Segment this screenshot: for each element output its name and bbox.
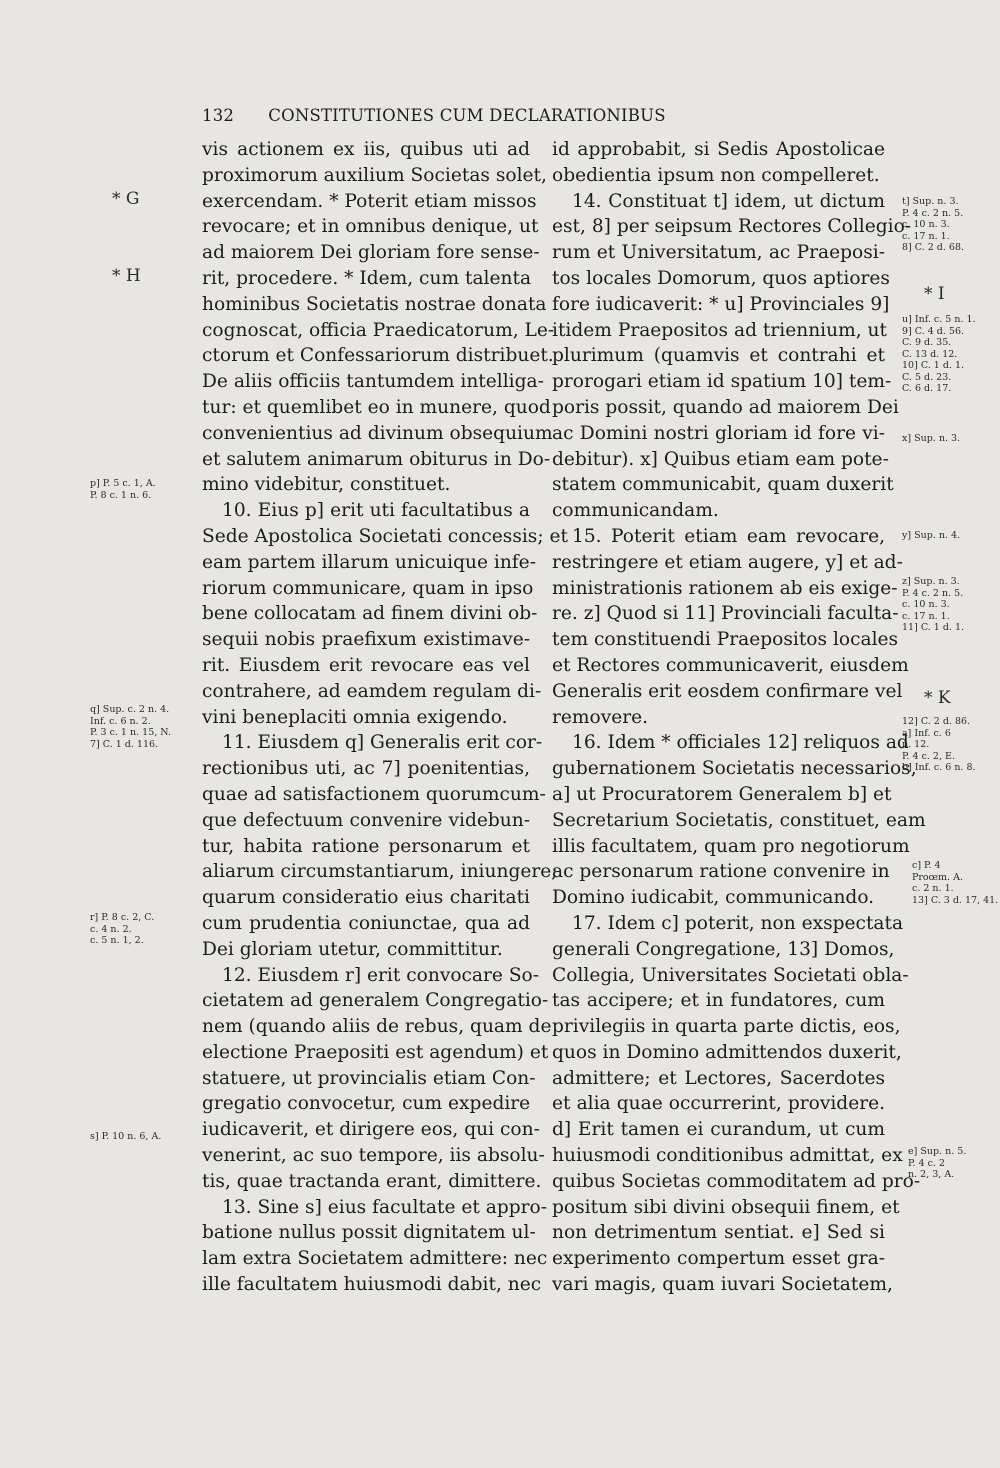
text-line: hominibus Societatis nostrae donata (202, 293, 547, 315)
margin-note-t (902, 196, 964, 254)
text-line: Secretarium Societatis, constituet, eam (552, 809, 926, 831)
margin-note-line: b] Inf. c. 6 n. 8. (902, 762, 976, 773)
margin-note-q (90, 704, 171, 750)
margin-note-line: C. 6 d. 17. (902, 383, 952, 394)
text-line: gubernationem Societatis necessarios, (552, 758, 917, 780)
text-line: aliarum circumstantiarum, iniungere; (202, 861, 558, 883)
margin-note-line: c. 4 n. 2. (90, 923, 132, 935)
margin-note-line: P. 4 c. 2 n. 5. (902, 587, 964, 599)
text-line: Collegia, Universitates Societati obla- (552, 964, 909, 986)
text-line: et alia quae occurrerint, providere. (552, 1093, 885, 1115)
text-line: cognoscat, officia Praedicatorum, Le- (202, 319, 555, 341)
margin-note-line: c. 17 n. 1. (902, 230, 950, 242)
text-line: batione nullus possit dignitatem ul- (202, 1222, 536, 1244)
margin-note-line: 9] C. 4 d. 56. (902, 325, 965, 337)
margin-note-line: c] P. 4 (912, 860, 941, 871)
text-line: quos in Domino admittendos duxerit, (552, 1041, 902, 1063)
text-line: statem communicabit, quam duxerit (552, 474, 894, 496)
text-line: lam extra Societatem admittere: nec (202, 1248, 548, 1270)
text-line: venerint, ac suo tempore, iis absolu- (202, 1145, 545, 1167)
text-line: bene collocatam ad finem divini ob- (202, 603, 538, 625)
text-line: removere. (552, 706, 649, 728)
text-line: De aliis officiis tantumdem intelliga- (202, 371, 544, 393)
text-line: revocare; et in omnibus denique, ut (202, 216, 539, 238)
text-line: ac personarum ratione convenire in (552, 861, 890, 883)
margin-note-line: y] Sup. n. 4. (902, 530, 961, 541)
margin-mark-k: * K (924, 688, 951, 708)
text-line: debitur). x] Quibus etiam eam pote- (552, 448, 889, 470)
margin-note-line: 8] C. 2 d. 68. (902, 242, 965, 253)
margin-note-s (90, 1131, 161, 1143)
text-line: rit. Eiusdem erit revocare eas vel (202, 654, 530, 676)
margin-note-line: c. 10 n. 3. (902, 219, 950, 230)
text-line: tis, quae tractanda erant, dimittere. (202, 1170, 542, 1192)
text-line: exercendam. * Poterit etiam missos (202, 190, 537, 212)
text-line: gregatio convocetur, cum expedire (202, 1093, 531, 1115)
margin-note-line: Inf. c. 6 n. 2. (90, 715, 151, 727)
text-line: itidem Praepositos ad triennium, ut (552, 319, 887, 341)
margin-note-line: c. 2 n. 1. (912, 883, 954, 894)
margin-note-line: c. 5 n. 1, 2. (90, 935, 144, 946)
text-line: 17. Idem c] poterit, non exspectata (572, 912, 904, 934)
text-line: fore iudicaverit: * u] Provinciales 9] (552, 293, 890, 315)
text-line: contrahere, ad eamdem regulam di- (202, 680, 542, 702)
text-line: tas accipere; et in fundatores, cum (552, 990, 885, 1012)
margin-note-c (912, 860, 998, 906)
margin-note-line: C. 5 d. 23. (902, 371, 952, 383)
margin-note-line: n. 2, 3, A. (908, 1169, 955, 1180)
text-line: 14. Constituat t] idem, ut dictum (572, 190, 885, 212)
text-line: Sede Apostolica Societati concessis; et (202, 525, 569, 547)
text-line: convenientius ad divinum obsequium (202, 422, 553, 444)
margin-note-line: x] Sup. n. 3. (902, 433, 961, 444)
text-line: est, 8] per seipsum Rectores Collegio- (552, 216, 912, 238)
margin-note-line: n. 12. (902, 739, 930, 750)
margin-note-line: e] Sup. n. 5. (908, 1146, 967, 1157)
text-line: quarum consideratio eius charitati (202, 887, 530, 909)
text-line: 11. Eiusdem q] Generalis erit cor- (222, 732, 543, 754)
page-number: 132 (202, 106, 235, 125)
text-line: et Rectores communicaverit, eiusdem (552, 654, 909, 676)
text-line: obedientia ipsum non compelleret. (552, 164, 880, 186)
text-line: experimento compertum esset gra- (552, 1248, 885, 1270)
text-line: huiusmodi conditionibus admittat, ex (552, 1145, 903, 1167)
margin-note-line: C. 13 d. 12. (902, 348, 958, 360)
running-title: CONSTITUTIONES CUM DECLARATIONIBUS (268, 106, 666, 125)
margin-note-line: P. 3 c. 1 n. 15, N. (90, 727, 172, 738)
margin-note-y (902, 530, 960, 542)
text-line: mino videbitur, constituet. (202, 474, 451, 496)
margin-note-u (902, 314, 976, 395)
text-line: 16. Idem * officiales 12] reliquos ad (572, 732, 909, 754)
text-line: tur: et quemlibet eo in munere, quod (202, 396, 551, 418)
margin-note-line: c. 10 n. 3. (902, 599, 950, 610)
margin-note-line: 12] C. 2 d. 86. (902, 716, 971, 727)
text-line: vini beneplaciti omnia exigendo. (202, 706, 508, 728)
text-line: vari magis, quam iuvari Societatem, (552, 1274, 893, 1296)
text-line: quae ad satisfactionem quorumcum- (202, 783, 546, 805)
text-line: cum prudentia coniunctae, qua ad (202, 912, 530, 934)
text-line: rum et Universitatum, ac Praeposi- (552, 242, 885, 264)
margin-note-z (902, 576, 964, 634)
text-line: electione Praepositi est agendum) et (202, 1041, 549, 1063)
text-line: non detrimentum sentiat. e] Sed si (552, 1222, 885, 1244)
margin-note-e (908, 1146, 966, 1181)
text-line: d] Erit tamen ei curandum, ut cum (552, 1119, 885, 1141)
text-line: vis actionem ex iis, quibus uti ad (202, 139, 530, 160)
margin-note-p (90, 478, 156, 501)
margin-note-line: P. 4 c. 2, E. (902, 750, 955, 762)
margin-note-line: a] Inf. c. 6 (902, 727, 951, 739)
margin-note-r (90, 912, 154, 947)
text-line: re. z] Quod si 11] Provinciali faculta- (552, 603, 899, 625)
running-header (202, 106, 732, 132)
text-line: Dei gloriam utetur, committitur. (202, 938, 503, 960)
margin-note-line: P. 4 c. 2 (908, 1157, 945, 1169)
text-line: 13. Sine s] eius facultate et appro- (222, 1196, 548, 1218)
left-text-column (202, 137, 569, 1298)
text-line: statuere, ut provincialis etiam Con- (202, 1067, 536, 1089)
text-line: 15. Poterit etiam eam revocare, (572, 525, 885, 547)
margin-note-line: q] Sup. c. 2 n. 4. (90, 704, 170, 715)
margin-mark-g: * G (112, 189, 140, 209)
text-line: privilegiis in quarta parte dictis, eos, (552, 1016, 901, 1038)
margin-note-line: c. 17 n. 1. (902, 610, 950, 622)
text-line: rectionibus uti, ac 7] poenitentias, (202, 758, 530, 780)
text-line: ministrationis rationem ab eis exige- (552, 577, 898, 599)
margin-note-line: 11] C. 1 d. 1. (902, 622, 965, 633)
text-line: ad maiorem Dei gloriam fore sense- (202, 242, 540, 264)
text-line: plurimum (quamvis et contrahi et (552, 345, 885, 367)
margin-note-line: Proœm. A. (912, 871, 963, 883)
text-line: generali Congregatione, 13] Domos, (552, 938, 895, 960)
text-line: tos locales Domorum, quos aptiores (552, 267, 890, 289)
text-line: 10. Eius p] erit uti facultatibus a (222, 500, 530, 522)
margin-note-line: r] P. 8 c. 2, C. (90, 912, 155, 923)
margin-mark-h: * H (112, 266, 141, 286)
text-line: restringere et etiam augere, y] et ad- (552, 551, 903, 573)
margin-note-line: z] Sup. n. 3. (902, 576, 960, 587)
margin-note-line: P. 8 c. 1 n. 6. (90, 489, 152, 501)
text-line: poris possit, quando ad maiorem Dei (552, 396, 899, 418)
text-line: proximorum auxilium Societas solet, (202, 164, 547, 186)
text-line: a] ut Procuratorem Generalem b] et (552, 783, 892, 805)
text-line: ctorum et Confessariorum distribuet. (202, 345, 554, 367)
margin-note-line: p] P. 5 c. 1, A. (90, 478, 156, 489)
text-line: quibus Societas commoditatem ad pro- (552, 1170, 921, 1192)
margin-note-line: s] P. 10 n. 6, A. (90, 1131, 162, 1142)
margin-mark-i: * I (924, 284, 945, 304)
text-line: que defectuum convenire videbun- (202, 809, 530, 831)
margin-note-line: 7] C. 1 d. 116. (90, 738, 159, 750)
text-line: 12. Eiusdem r] erit convocare So- (222, 964, 540, 986)
margin-note-line: u] Inf. c. 5 n. 1. (902, 314, 976, 325)
text-line: Generalis erit eosdem confirmare vel (552, 680, 903, 702)
text-line: positum sibi divini obsequii finem, et (552, 1196, 900, 1218)
text-line: eam partem illarum unicuique infe- (202, 551, 536, 573)
text-line: riorum communicare, quam in ipso (202, 577, 534, 599)
margin-note-line: P. 4 c. 2 n. 5. (902, 207, 964, 219)
margin-note-line: 13] C. 3 d. 17, 41. (912, 894, 999, 906)
margin-note-line: 10] C. 1 d. 1. (902, 360, 965, 371)
text-line: prorogari etiam id spatium 10] tem- (552, 371, 892, 393)
text-line: tur, habita ratione personarum et (202, 835, 530, 857)
margin-note-x (902, 433, 960, 445)
text-line: ac Domini nostri gloriam id fore vi- (552, 422, 885, 444)
text-line: ille facultatem huiusmodi dabit, nec (202, 1274, 542, 1296)
text-line: rit, procedere. * Idem, cum talenta (202, 267, 532, 289)
text-line: cietatem ad generalem Congregatio- (202, 990, 549, 1012)
text-line: illis facultatem, quam pro negotiorum (552, 835, 910, 857)
margin-note-12 (902, 716, 976, 774)
margin-note-line: C. 9 d. 35. (902, 337, 952, 348)
text-line: id approbabit, si Sedis Apostolicae (552, 139, 885, 160)
text-line: admittere; et Lectores, Sacerdotes (552, 1067, 885, 1089)
text-line: iudicaverit, et dirigere eos, qui con- (202, 1119, 540, 1141)
text-line: nem (quando aliis de rebus, quam de (202, 1016, 552, 1038)
text-line: Domino iudicabit, communicando. (552, 887, 875, 909)
margin-note-line: t] Sup. n. 3. (902, 196, 959, 207)
text-line: communicandam. (552, 500, 719, 522)
text-line: tem constituendi Praepositos locales (552, 629, 899, 651)
text-line: et salutem animarum obiturus in Do- (202, 448, 551, 470)
text-line: sequii nobis praefixum existimave- (202, 629, 530, 651)
